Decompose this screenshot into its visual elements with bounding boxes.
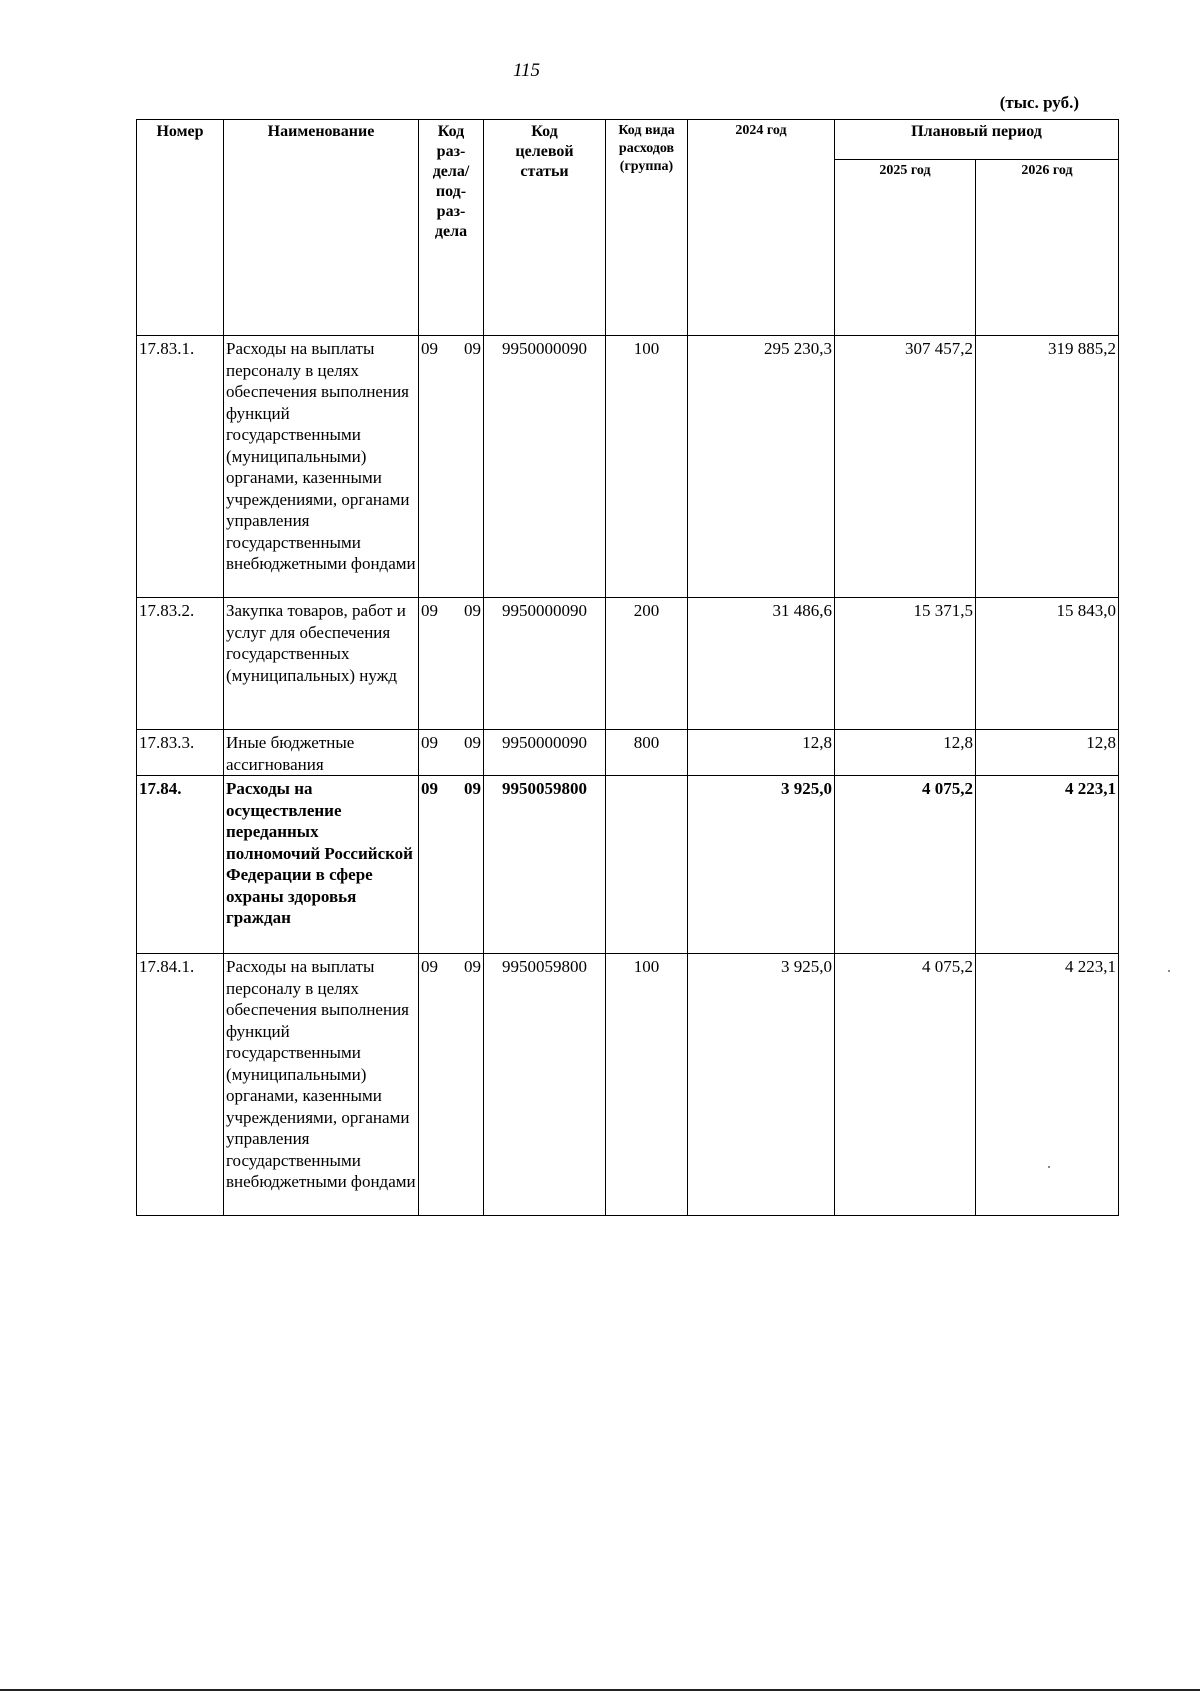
row-section-code <box>419 776 484 954</box>
scan-speck <box>1168 970 1170 972</box>
row-value-2025: 4 075,2 <box>835 954 976 1216</box>
row-value-2025: 15 371,5 <box>835 598 976 730</box>
row-number: 17.83.1. <box>137 336 224 598</box>
row-target-code: 9950000090 <box>484 598 606 730</box>
row-value-2026: 4 223,1 <box>976 954 1119 1216</box>
row-expense-type: 100 <box>606 336 688 598</box>
row-number: 17.83.3. <box>137 730 224 776</box>
row-value-2024: 3 925,0 <box>688 776 835 954</box>
table-row <box>137 730 1119 776</box>
row-value-2026: 319 885,2 <box>976 336 1119 598</box>
row-value-2024: 31 486,6 <box>688 598 835 730</box>
row-value-2026: 4 223,1 <box>976 776 1119 954</box>
row-value-2024: 3 925,0 <box>688 954 835 1216</box>
row-pr: 09 <box>464 733 481 752</box>
budget-table <box>136 119 1119 1216</box>
table-row <box>137 598 1119 730</box>
row-value-2024: 295 230,3 <box>688 336 835 598</box>
row-pr: 09 <box>464 779 481 798</box>
row-name: Расходы на выплаты персоналу в целях обеспечения выполнения функций государственными (муниципальными) органами, казенными учреждениями, органами управления государственными внебюджетными фондами <box>224 336 419 598</box>
page-number: 115 <box>512 60 541 81</box>
header-year-2026: 2026 год <box>976 160 1119 336</box>
header-number: Номер <box>137 120 224 336</box>
row-expense-type: 200 <box>606 598 688 730</box>
row-number: 17.84.1. <box>137 954 224 1216</box>
row-rz: 09 <box>421 601 438 620</box>
row-value-2026: 12,8 <box>976 730 1119 776</box>
row-pr: 09 <box>464 957 481 976</box>
row-number: 17.84. <box>137 776 224 954</box>
row-expense-type <box>606 776 688 954</box>
row-section-code <box>419 336 484 598</box>
row-expense-type: 100 <box>606 954 688 1216</box>
table-row <box>137 954 1119 1216</box>
row-rz: 09 <box>421 339 438 358</box>
row-target-code: 9950000090 <box>484 336 606 598</box>
row-target-code: 9950000090 <box>484 730 606 776</box>
row-pr: 09 <box>464 601 481 620</box>
row-name: Иные бюджетные ассигнования <box>224 730 419 776</box>
row-value-2025: 307 457,2 <box>835 336 976 598</box>
row-expense-type: 800 <box>606 730 688 776</box>
header-year-2025: 2025 год <box>835 160 976 336</box>
row-rz: 09 <box>421 779 438 798</box>
row-section-code <box>419 730 484 776</box>
header-name: Наименование <box>224 120 419 336</box>
row-name: Расходы на выплаты персоналу в целях обеспечения выполнения функций государственными (муниципальными) органами, казенными учреждениями, органами управления государственными внебюджетными фондами <box>224 954 419 1216</box>
row-rz: 09 <box>421 957 438 976</box>
row-rz: 09 <box>421 733 438 752</box>
table-row <box>137 776 1119 954</box>
row-section-code <box>419 598 484 730</box>
scan-speck <box>1048 1166 1050 1168</box>
row-target-code: 9950059800 <box>484 776 606 954</box>
row-value-2025: 4 075,2 <box>835 776 976 954</box>
header-expense-type-code: Код вида расходов (группа) <box>606 120 688 336</box>
header-section-code: Код раз-дела/ под-раз-дела <box>419 120 484 336</box>
row-value-2026: 15 843,0 <box>976 598 1119 730</box>
scan-edge-line <box>0 1689 1200 1691</box>
row-target-code: 9950059800 <box>484 954 606 1216</box>
units-label: (тыс. руб.) <box>999 93 1079 112</box>
row-value-2024: 12,8 <box>688 730 835 776</box>
row-pr: 09 <box>464 339 481 358</box>
row-name: Расходы на осуществление переданных полномочий Российской Федерации в сфере охраны здоровья граждан <box>224 776 419 954</box>
header-year-2024: 2024 год <box>688 120 835 336</box>
table-row <box>137 336 1119 598</box>
row-name: Закупка товаров, работ и услуг для обеспечения государственных (муниципальных) нужд <box>224 598 419 730</box>
header-plan-period: Плановый период <box>835 120 1119 160</box>
row-number: 17.83.2. <box>137 598 224 730</box>
header-target-code: Код целевой статьи <box>484 120 606 336</box>
row-value-2025: 12,8 <box>835 730 976 776</box>
row-section-code <box>419 954 484 1216</box>
